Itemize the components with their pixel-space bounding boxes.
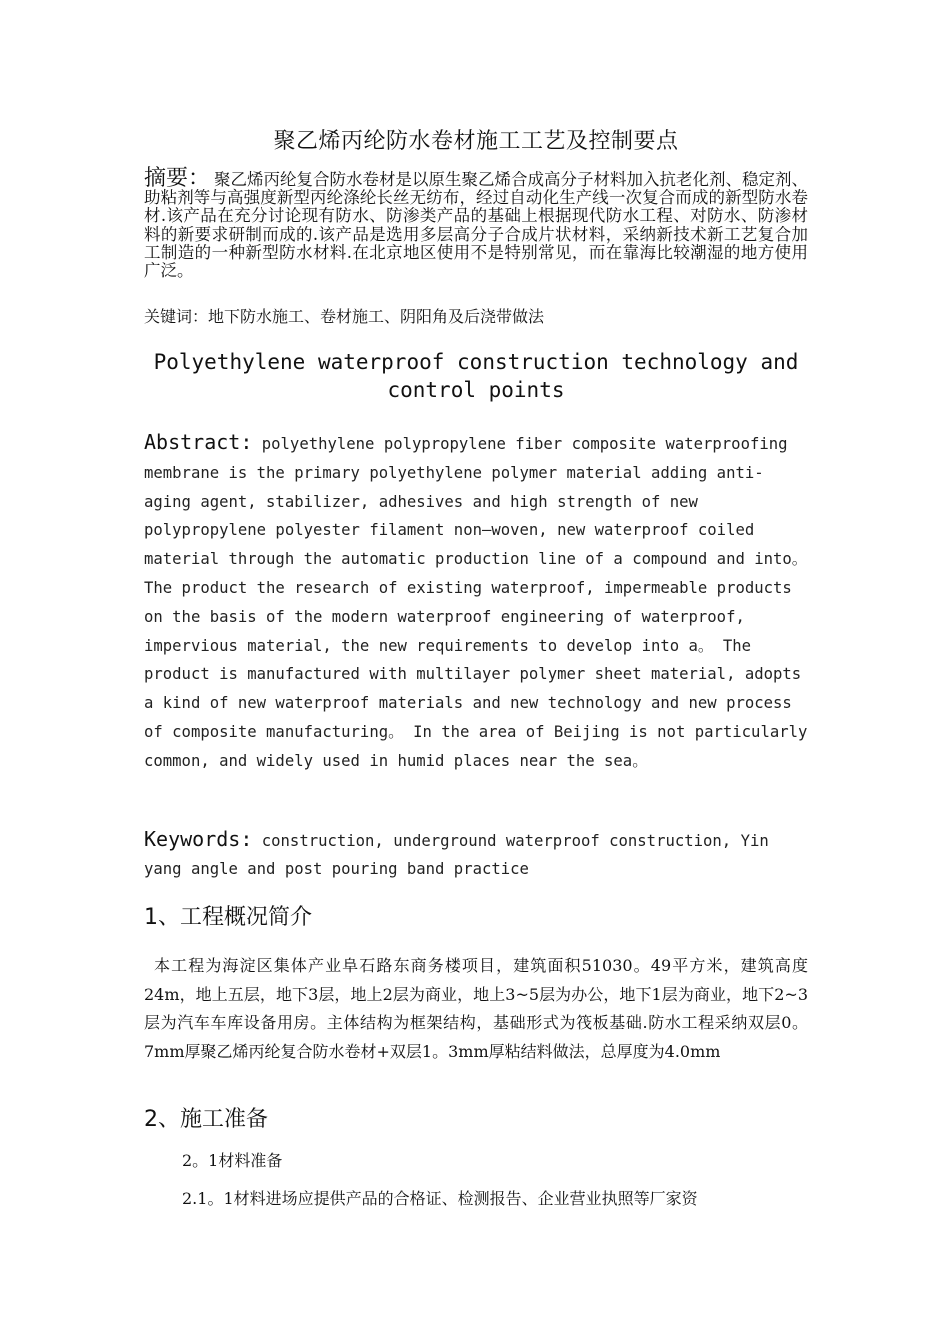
- keywords-en-label: Keywords:: [144, 827, 253, 851]
- abstract-en: [144, 428, 808, 776]
- keywords-en: [144, 825, 808, 883]
- section2-heading: 2、施工准备: [144, 1107, 268, 1132]
- abstract-cn-text: 聚乙烯丙纶复合防水卷材是以原生聚乙烯合成高分子材料加入抗老化剂、稳定剂、助粘剂等与高强度新型丙纶涤纶长丝无纺布，经过自动化生产线一次复合而成的新型防水卷材.该产品在充分讨论现有防水、防渗类产品的基础上根据现代防水工程、对防水、防渗材料的新要求研制而成的.该产品是选用多层高分子合成片状材料，采纳新技术新工艺复合加工制造的一种新型防水材料.在北京地区使用不是特别常见，而在靠海比较潮湿的地方使用广泛。: [144, 170, 809, 281]
- keywords-cn-text: 地下防水施工、卷材施工、阴阳角及后浇带做法: [208, 307, 545, 326]
- document-title: 聚乙烯丙纶防水卷材施工工艺及控制要点: [273, 129, 679, 154]
- abstract-cn: [144, 166, 809, 281]
- english-title: Polyethylene waterproof construction technology and control points: [153, 350, 799, 402]
- section2-subheading: 2。1材料准备: [182, 1151, 283, 1170]
- keywords-cn-label: 关键词：: [144, 307, 209, 326]
- keywords-en-text: construction, underground waterproof construction, Yin yang angle and post pouring band practice: [144, 832, 769, 878]
- abstract-en-label: Abstract:: [144, 430, 253, 454]
- section1-paragraph: 本工程为海淀区集体产业阜石路东商务楼项目，建筑面积51030。49平方米，建筑高度24m，地上五层，地下3层，地上2层为商业，地上3~5层为办公，地下1层为商业，地下2~3层为汽车车库设备用房。主体结构为框架结构，基础形式为筏板基础.防水工程采纳双层0。7mm厚聚乙烯丙纶复合防水卷材+双层1。3mm厚粘结料做法，总厚度为4.0mm: [144, 956, 808, 1061]
- abstract-en-text: polyethylene polypropylene fiber composite waterproofing membrane is the primary polyethylene polymer material adding anti-aging agent, stabilizer, adhesives and high strength of new polypropylene polyester filament non—woven, new waterproof coiled material through the automatic production line of a compound and into。 The product the research of existing waterproof, impermeable products on the basis of the modern waterproof engineering of waterproof, impervious material, the new requirements to develop into a。 The product is manufactured with multilayer polymer sheet material, adopts a kind of new waterproof materials and new technology and new process of composite manufacturing。 In the area of Beijing is not particularly common, and widely used in humid places near the sea。: [144, 435, 808, 770]
- section1-heading: 1、工程概况简介: [144, 905, 312, 930]
- keywords-cn: [144, 304, 808, 327]
- section2-paragraph: 2.1。1材料进场应提供产品的合格证、检测报告、企业营业执照等厂家资: [182, 1189, 698, 1208]
- abstract-cn-label: 摘要：: [144, 166, 211, 191]
